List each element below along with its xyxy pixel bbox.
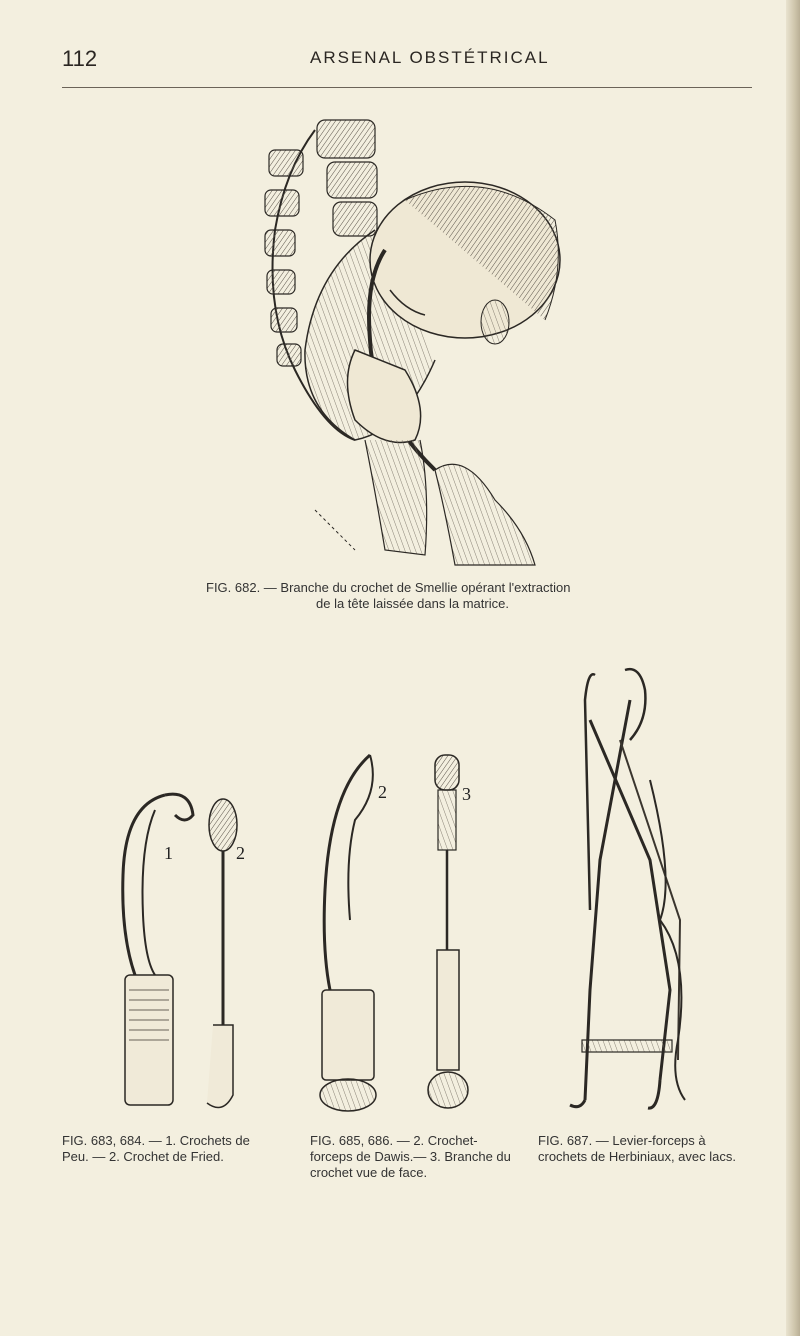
figure-682-illustration bbox=[255, 110, 565, 575]
figure-683-label-1: 1 bbox=[164, 843, 173, 863]
figure-687-caption: FIG. 687. — Levier-forceps à crochets de Herbiniaux, avec lacs. bbox=[538, 1133, 736, 1164]
figure-684-label-2: 2 bbox=[236, 843, 245, 863]
running-title: ARSENAL OBSTÉTRICAL bbox=[310, 48, 550, 67]
figure-682-caption-line1: FIG. 682. — Branche du crochet de Smellie opérant l'extraction bbox=[206, 580, 571, 595]
figure-685-686-caption: FIG. 685, 686. — 2. Crochet-forceps de Dawis.— 3. Branche du crochet vue de face. bbox=[310, 1133, 511, 1180]
figure-682-caption bbox=[206, 580, 626, 612]
figure-683-684-caption: FIG. 683, 684. — 1. Crochets de Peu. — 2. Crochet de Fried. bbox=[62, 1133, 250, 1164]
page-number: 112 bbox=[62, 46, 98, 71]
figure-687-illustration bbox=[560, 660, 700, 1115]
page-header bbox=[62, 44, 752, 78]
figure-686-label-3: 3 bbox=[462, 784, 471, 804]
figure-685-label-2: 2 bbox=[378, 782, 387, 802]
page-edge bbox=[786, 0, 800, 1336]
figure-683-684-illustration bbox=[115, 785, 250, 1115]
header-rule bbox=[62, 87, 752, 88]
figure-682-caption-line2: de la tête laissée dans la matrice. bbox=[316, 596, 509, 611]
